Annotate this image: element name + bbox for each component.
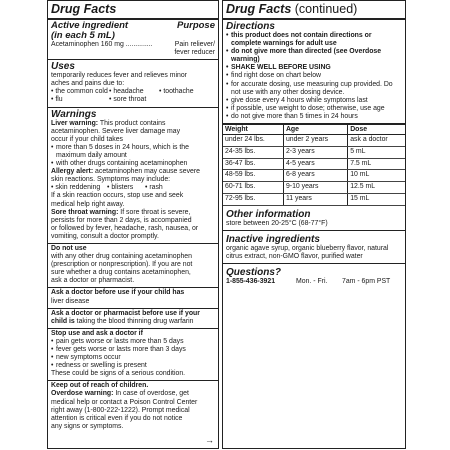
drug-facts-title: Drug Facts: [226, 2, 292, 16]
do-not-use-text: sure whether a drug contains acetaminophen,: [51, 269, 191, 277]
ask-doctor-heading: Ask a doctor before use if your child has: [51, 289, 185, 297]
active-ingredient-sub: (in each 5 mL): [51, 30, 115, 41]
warnings-section: Warnings Liver warning: This product contains acetaminophen. Severe liver damage may occur if your child takes • more than 5 doses in 24 hours, which is the maximum daily amount • with other drugs containing acetaminophen Allergy alert: acetaminophen may cause severe skin reactions. Symptoms may include: • skin reddening • blisters • rash If a skin reaction occurs, stop use and seek medical help right away. Sore throat warning: If sore throat is severe, persists for more than 2 days, is accompanied or followed by fever, headache, rash, nausea, or vomiting, consult a doctor promptly.: [48, 108, 218, 244]
inactive-ingredients-section: [223, 231, 405, 264]
drug-facts-continued-title-section: [223, 1, 405, 20]
overdose-warning-title: Overdose warning:: [51, 390, 114, 398]
stop-use-bullet: • pain gets worse or lasts more than 5 days: [51, 338, 215, 346]
dot-leader: ..............: [125, 41, 153, 48]
allergy-bullet: rash: [149, 184, 163, 192]
liver-warning-bullet: • more than 5 doses in 24 hours, which is the maximum daily amount: [51, 144, 215, 160]
column-header-age: Age: [283, 125, 347, 135]
questions-section: [223, 264, 405, 288]
allergy-alert-title: Allergy alert:: [51, 168, 94, 176]
stop-use-bullet: • new symptoms occur: [51, 354, 215, 362]
liver-warning-title: Liver warning:: [51, 119, 99, 127]
directions-item: • this product does not contain directions or complete warnings for adult use: [226, 32, 402, 48]
liver-warning-text: acetaminophen. Severe liver damage may: [51, 127, 181, 135]
sore-throat-text: persists for more than 2 days, is accompanied: [51, 216, 192, 224]
dose-cell: ask a doctor: [348, 135, 405, 147]
drug-facts-panel-right: [222, 0, 406, 449]
liver-warning-bullet: • with other drugs containing acetaminophen: [51, 160, 215, 168]
phone-number: 1-855-436-3921: [226, 278, 276, 286]
table-row: [223, 194, 405, 206]
weight-cell: 36-47 lbs.: [223, 158, 283, 170]
drug-facts-title-section: [48, 1, 218, 20]
ask-pharmacist-section: [48, 309, 218, 329]
sore-throat-text: vomiting, consult a doctor promptly.: [51, 232, 159, 240]
weight-cell: 48-59 lbs.: [223, 170, 283, 182]
column-header-dose: Dose: [348, 125, 405, 135]
overdose-warning-text: medical help or contact a Poison Control Center: [51, 398, 198, 406]
purpose-line-2: fever reducer: [174, 49, 215, 57]
dose-cell: 12.5 mL: [348, 182, 405, 194]
stop-use-bullet: • fever gets worse or lasts more than 3 days: [51, 346, 215, 354]
other-information-section: [223, 206, 405, 231]
stop-use-section: [48, 329, 218, 382]
liver-warning-text: occur if your child takes: [51, 135, 123, 143]
do-not-use-text: (prescription or nonprescription). If you are not: [51, 261, 193, 269]
overdose-warning-text: right away (1-800-222-1222). Prompt medical: [51, 406, 190, 414]
uses-section: Uses temporarily reduces fever and relieves minor aches and pains due to: • the common cold• headache • toothache • flu • sore throat: [48, 60, 218, 107]
sore-throat-text: If sore throat is severe,: [118, 208, 191, 216]
dose-cell: 10 mL: [348, 170, 405, 182]
table-row: [223, 170, 405, 182]
dosing-table-header-row: [223, 125, 405, 135]
active-ingredient-heading: Active ingredient: [51, 20, 129, 31]
weight-cell: 72-95 lbs.: [223, 194, 283, 206]
uses-item: sore throat: [113, 96, 147, 104]
keep-out-heading: Keep out of reach of children.: [51, 382, 149, 390]
purpose-line-1: Pain reliever/: [174, 41, 215, 48]
column-header-weight: Weight: [223, 125, 283, 135]
table-row: [223, 158, 405, 170]
do-not-use-section: [48, 244, 218, 288]
continued-label: (continued): [291, 2, 358, 16]
weight-cell: 60-71 lbs.: [223, 182, 283, 194]
directions-item: • if possible, use weight to dose; otherwise, use age: [226, 105, 402, 113]
stop-use-bullet: • redness or swelling is present: [51, 362, 215, 370]
allergy-bullet: blisters: [111, 184, 134, 192]
inactive-ingredients-heading: Inactive ingredients: [226, 233, 320, 245]
uses-item: flu: [55, 96, 63, 104]
dosing-table: [223, 124, 405, 206]
purpose-heading: Purpose: [176, 20, 215, 31]
overdose-warning-text: any signs or symptoms.: [51, 422, 124, 430]
hours-days: Mon. - Fri.: [296, 278, 328, 286]
directions-item: • for accurate dosing, use measuring cup provided. Do not use with any other dosing device.: [226, 81, 402, 97]
age-cell: 2-3 years: [283, 146, 347, 158]
uses-item: the common cold: [55, 88, 108, 96]
allergy-after-text: If a skin reaction occurs, stop use and seek: [51, 192, 184, 200]
questions-heading: Questions?: [226, 267, 282, 279]
liver-warning-text: This product contains: [98, 119, 166, 127]
ask-doctor-section: [48, 288, 218, 308]
inactive-ingredients-text: organic agave syrup, organic blueberry flavor, natural: [226, 244, 389, 252]
directions-item: • do not give more than directed (see Overdose warning): [226, 48, 402, 64]
other-information-heading: Other information: [226, 208, 311, 220]
do-not-use-heading: Do not use: [51, 244, 87, 252]
dose-cell: 15 mL: [348, 194, 405, 206]
dose-cell: 5 mL: [348, 146, 405, 158]
age-cell: under 2 years: [283, 135, 347, 147]
overdose-warning-text: In case of overdose, get: [113, 390, 189, 398]
uses-heading: Uses: [51, 61, 75, 73]
allergy-bullet: skin reddening: [55, 184, 101, 192]
do-not-use-text: ask a doctor or pharmacist.: [51, 277, 135, 285]
allergy-after-text: medical help right away.: [51, 200, 125, 208]
dosing-table-wrapper: [223, 124, 405, 206]
storage-text: store between 20-25°C (68-77°F): [226, 219, 328, 227]
keep-out-section: [48, 381, 218, 433]
directions-item: • do not give more than 5 times in 24 hours: [226, 113, 402, 121]
do-not-use-text: with any other drug containing acetaminophen: [51, 253, 192, 261]
sore-throat-title: Sore throat warning:: [51, 208, 119, 216]
directions-item: • find right dose on chart below: [226, 72, 402, 80]
weight-cell: 24-35 lbs.: [223, 146, 283, 158]
inactive-ingredients-text: citrus extract, non-GMO flavor, purified water: [226, 253, 363, 260]
age-cell: 11 years: [283, 194, 347, 206]
ask-pharmacist-text: taking the blood thinning drug warfarin: [74, 317, 194, 325]
stop-use-heading: Stop use and ask a doctor if: [51, 329, 143, 337]
uses-item: toothache: [163, 88, 194, 96]
drug-facts-panel-left: [47, 0, 219, 449]
dose-cell: 7.5 mL: [348, 158, 405, 170]
uses-line-1: temporarily reduces fever and relieves minor: [51, 72, 187, 80]
age-cell: 4-5 years: [283, 158, 347, 170]
age-cell: 6-8 years: [283, 170, 347, 182]
sore-throat-text: or followed by fever, headache, rash, nausea, or: [51, 224, 199, 232]
ask-pharmacist-heading-2: child is: [51, 317, 75, 325]
drug-facts-title: Drug Facts: [51, 2, 117, 16]
ask-doctor-text: liver disease: [51, 297, 90, 305]
ask-pharmacist-heading: Ask a doctor or pharmacist before use if your: [51, 309, 200, 317]
stop-use-after: These could be signs of a serious condition.: [51, 370, 186, 378]
weight-cell: under 24 lbs.: [223, 135, 283, 147]
directions-heading: Directions: [226, 21, 275, 32]
directions-item: • SHAKE WELL BEFORE USING: [226, 64, 402, 72]
table-row: [223, 135, 405, 147]
table-row: [223, 146, 405, 158]
warnings-heading: Warnings: [51, 108, 97, 120]
age-cell: 9-10 years: [283, 182, 347, 194]
uses-line-2: aches and pains due to:: [51, 80, 125, 88]
allergy-alert-text: skin reactions. Symptoms may include:: [51, 176, 171, 184]
allergy-alert-text: acetaminophen may cause severe: [93, 168, 200, 176]
active-ingredient-section: [48, 20, 218, 60]
hours-time: 7am - 6pm PST: [342, 278, 391, 286]
continued-arrow-icon: →: [205, 435, 214, 445]
directions-item: • give dose every 4 hours while symptoms last: [226, 97, 402, 105]
table-row: [223, 182, 405, 194]
active-ingredient-name: Acetaminophen 160 mg: [51, 41, 124, 48]
uses-item: headache: [113, 88, 144, 96]
directions-section: [223, 20, 405, 124]
overdose-warning-text: attention is critical even if you do not notice: [51, 414, 183, 422]
